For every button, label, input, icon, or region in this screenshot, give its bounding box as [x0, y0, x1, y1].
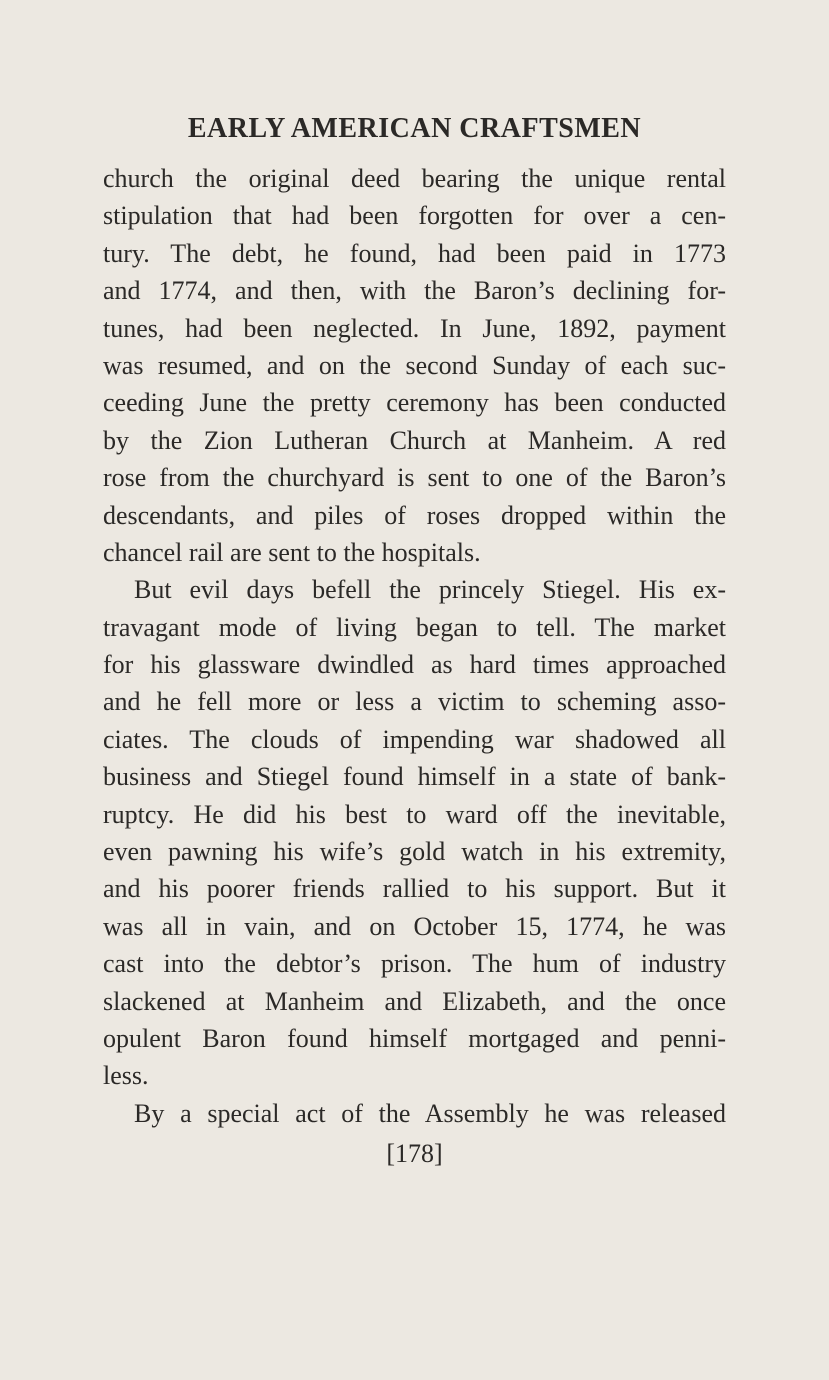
text-line: By a special act of the Assembly he was released — [134, 1098, 726, 1128]
running-head: EARLY AMERICAN CRAFTSMEN — [187, 113, 642, 144]
text-line: But evil days befell the princely Stiegel. His ex- — [134, 575, 726, 605]
text-line: ceeding June the pretty ceremony has been conducted — [103, 388, 726, 418]
text-line: and he fell more or less a victim to scheming asso- — [103, 687, 726, 717]
text-line: descendants, and piles of roses dropped within the — [103, 500, 726, 530]
text-line: ruptcy. He did his best to ward off the inevitable, — [103, 799, 726, 829]
text-line: business and Stiegel found himself in a state of bank- — [103, 762, 726, 792]
body-text — [103, 160, 726, 1132]
text-line: opulent Baron found himself mortgaged and penni- — [103, 1023, 726, 1053]
text-line: and 1774, and then, with the Baron’s declining for- — [103, 276, 726, 306]
text-line: was resumed, and on the second Sunday of each suc- — [103, 350, 726, 380]
text-line: by the Zion Lutheran Church at Manheim. A red — [103, 425, 726, 455]
text-line: even pawning his wife’s gold watch in his extremity, — [103, 837, 726, 867]
text-line: tury. The debt, he found, had been paid in 1773 — [103, 238, 726, 268]
text-line: rose from the churchyard is sent to one of the Baron’s — [103, 463, 726, 493]
text-line: stipulation that had been forgotten for over a cen- — [103, 201, 726, 231]
text-line: church the original deed bearing the unique rental — [103, 164, 726, 193]
text-line: ciates. The clouds of impending war shadowed all — [103, 724, 726, 754]
text-line: for his glassware dwindled as hard times approached — [103, 650, 726, 680]
text-line: slackened at Manheim and Elizabeth, and the once — [103, 986, 726, 1016]
text-line: tunes, had been neglected. In June, 1892, payment — [103, 313, 726, 343]
text-line: was all in vain, and on October 15, 1774, he was — [103, 911, 726, 941]
text-line: and his poorer friends rallied to his support. But it — [103, 874, 726, 904]
text-line: chancel rail are sent to the hospitals. — [103, 537, 481, 567]
text-line: less. — [103, 1061, 149, 1091]
text-line: travagant mode of living began to tell. The market — [103, 612, 726, 642]
page-number: [178] — [386, 1139, 443, 1168]
text-line: cast into the debtor’s prison. The hum of industry — [103, 949, 726, 979]
